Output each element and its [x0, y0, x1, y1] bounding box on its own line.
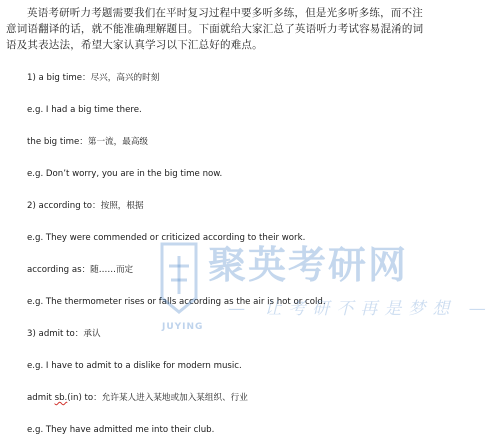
watermark — [150, 232, 493, 344]
entry-heading-the-big-time: the big time：第一流，最高级 — [27, 137, 149, 147]
watermark-logo-text: JUYING — [162, 322, 204, 332]
entry-heading-according-as: according as：随……而定 — [27, 265, 134, 275]
example-sentence: e.g. They have admitted me into their club. — [27, 425, 215, 435]
entry-heading-a-big-time: 1) a big time：尽兴，高兴的时刻 — [27, 73, 160, 83]
entry-heading-according-to: 2) according to：按照，根据 — [27, 201, 144, 211]
entry-heading-admit-sb-to: admit sb.(in) to：允许某人进入某地或加入某组织、行业 — [27, 393, 248, 403]
example-sentence: e.g. They were commended or criticized according to their work. — [27, 233, 306, 243]
example-sentence: e.g. I have to admit to a dislike for modern music. — [27, 361, 242, 371]
entry-heading-admit-to: 3) admit to：承认 — [27, 329, 101, 339]
example-sentence: e.g. The thermometer rises or falls according as the air is hot or cold. — [27, 297, 326, 307]
watermark-title: 聚英考研网 — [208, 243, 409, 287]
watermark-slogan: — 让考研不再是梦想 — — [228, 299, 493, 319]
spellcheck-underlined-word: sb. — [54, 393, 68, 403]
example-sentence: e.g. Don’t worry, you are in the big time now. — [27, 169, 223, 179]
intro-paragraph: 英语考研听力考题需要我们在平时复习过程中要多听多练，但是光多听多练，而不注意词语翻译的话，就不能准确理解题目。下面就给大家汇总了英语听力考试容易混淆的词语及其表达法，希望大家认真学习以下汇总好的难点。 — [6, 7, 424, 51]
example-sentence: e.g. I had a big time there. — [27, 105, 142, 115]
